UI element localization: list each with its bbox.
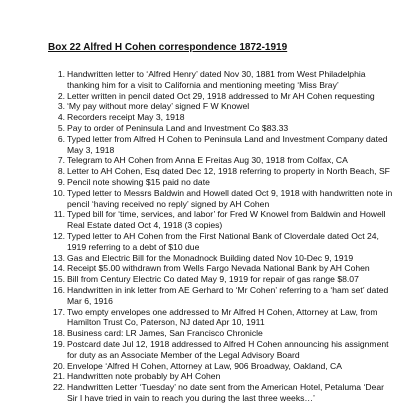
list-item-number: 17. [53, 306, 65, 317]
list-item-number: 15. [53, 274, 65, 285]
list-item-text: Handwritten Letter ‘Tuesday’ no date sent from the American Hotel, Petaluma ‘Dear Sir I have tried in vain to reach you during the last three weeks…’ [67, 382, 385, 403]
list-item [0, 285, 400, 307]
list-item-number: 14. [53, 263, 65, 274]
list-item-text: Pay to order of Peninsula Land and Investment Co $83.33 [67, 122, 289, 133]
list-item-number: 10. [53, 187, 65, 198]
list-item [0, 382, 400, 404]
list-item-text: Envelope ‘Alfred H Cohen, Attorney at Law, 906 Broadway, Oakland, CA [67, 360, 342, 371]
list-item-number: 7. [57, 155, 65, 166]
list-item [0, 123, 400, 134]
list-item [0, 188, 400, 210]
list-item [0, 134, 400, 156]
list-item [0, 274, 400, 285]
list-item [0, 307, 400, 329]
list-item-text: Typed letter to Messrs Baldwin and Howell dated Oct 9, 1918 with handwritten note in pencil ‘having received no reply’ signed by AH Cohen [67, 187, 393, 209]
list-item-text: ‘My pay without more delay’ signed F W Knowel [67, 101, 250, 112]
list-item-number: 2. [57, 90, 65, 101]
list-item [0, 209, 400, 231]
list-item-number: 6. [57, 133, 65, 144]
list-item [0, 166, 400, 177]
list-item [0, 69, 400, 91]
list-item-number: 16. [53, 284, 65, 295]
list-item [0, 371, 400, 382]
list-item-text: Handwritten note probably by AH Cohen [67, 371, 221, 382]
list-item [0, 177, 400, 188]
list-item-text: Handwritten in ink letter from AE Gerhard to ‘Mr Cohen’ referring to a ‘ham set’ dated Mar 6, 1916 [67, 284, 389, 306]
list-item-text: Letter written in pencil dated Oct 29, 1918 addressed to Mr AH Cohen requesting [67, 90, 375, 101]
list-item [0, 328, 400, 339]
list-item [0, 112, 400, 123]
list-item [0, 155, 400, 166]
list-item-text: Handwritten letter to ‘Alfred Henry’ dated Nov 30, 1881 from West Philadelphia thanking him for a visit to California and mentioning meeting ‘Miss Bray’ [67, 69, 366, 90]
list-item-text: Telegram to AH Cohen from Anna E Freitas Aug 30, 1918 from Colfax, CA [67, 155, 348, 166]
list-item-number: 1. [57, 69, 65, 79]
list-item-number: 5. [57, 122, 65, 133]
list-item-text: Receipt $5.00 withdrawn from Wells Fargo Nevada National Bank by AH Cohen [67, 263, 370, 274]
list-item [0, 101, 400, 112]
list-item-number: 4. [57, 112, 65, 123]
list-item-number: 13. [53, 252, 65, 263]
list-item-number: 11. [53, 209, 65, 220]
list-item-number: 8. [57, 166, 65, 177]
list-item-text: Bill from Century Electric Co dated May 9, 1919 for repair of gas range $8.07 [67, 274, 359, 285]
list-item-number: 19. [53, 338, 65, 349]
list-item-text: Postcard date Jul 12, 1918 addressed to Alfred H Cohen announcing his assignment for duty as an Associate Member of the Legal Advisory Board [67, 338, 389, 360]
list-item-text: Pencil note showing $15 paid no date [67, 176, 210, 187]
document-title: Box 22 Alfred H Cohen correspondence 1872-1919 [48, 42, 288, 53]
list-item-text: Typed letter from Alfred H Cohen to Peninsula Land and Investment Company dated May 3, 1918 [67, 133, 388, 155]
list-item-number: 18. [53, 328, 65, 339]
list-item-text: Typed letter to AH Cohen from the First National Bank of Cloverdale dated Oct 24, 1919 referring to a debt of $10 due [67, 230, 379, 252]
list-item-number: 20. [53, 360, 65, 371]
list-item-text: Two empty envelopes one addressed to Mr Alfred H Cohen, Attorney at Law, from Hamilton Trust Co, Paterson, NJ dated Apr 10, 1911 [67, 306, 378, 328]
list-item-text: Gas and Electric Bill for the Monadnock Building dated Nov 10-Dec 9, 1919 [67, 252, 354, 263]
list-item [0, 339, 400, 361]
list-item-number: 21. [53, 371, 65, 382]
list-item [0, 361, 400, 372]
list-item-text: Business card: LR James, San Francisco Chronicle [67, 328, 263, 339]
list-item [0, 231, 400, 253]
list-item [0, 91, 400, 102]
correspondence-list [0, 69, 400, 404]
list-item-text: Recorders receipt May 3, 1918 [67, 112, 185, 123]
list-item-number: 3. [57, 101, 65, 112]
list-item-text: Typed bill for ‘time, services, and labor’ for Fred W Knowel from Baldwin and Howell Real Estate dated Oct 4, 1918 (3 copies) [67, 209, 386, 231]
list-item [0, 253, 400, 264]
list-item-number: 9. [57, 176, 65, 187]
list-item-text: Letter to AH Cohen, Esq dated Dec 12, 1918 referring to property in North Beach, SF [67, 166, 390, 177]
list-item-number: 12. [53, 230, 65, 241]
list-item-number: 22. [53, 382, 65, 393]
list-item [0, 263, 400, 274]
